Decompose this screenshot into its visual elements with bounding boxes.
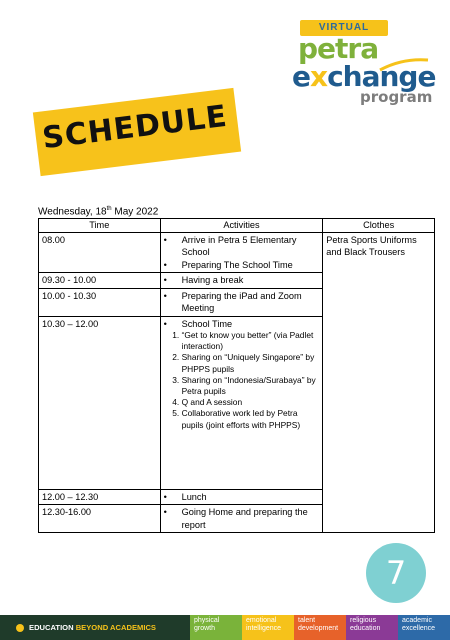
- activities-cell: [160, 505, 323, 533]
- page-number: 7: [366, 543, 426, 603]
- activity-item: • Preparing the iPad and Zoom Meeting: [182, 290, 320, 315]
- table-header-row: [39, 219, 435, 233]
- sub-activity-item: 1. “Get to know you better” (via Padlet interaction): [182, 330, 320, 352]
- activity-item: • Preparing The School Time: [182, 259, 320, 272]
- logo-program-text: program: [360, 88, 433, 106]
- schedule-date: Wednesday, 18th May 2022: [38, 206, 159, 218]
- activity-item: • Going Home and preparing the report: [182, 506, 320, 531]
- table-row: [39, 232, 435, 273]
- activity-item: • School Time: [182, 318, 320, 331]
- footer-logo-icon: [16, 624, 24, 632]
- schedule-table: [38, 218, 435, 533]
- footer-segment-talent-development: talent development: [294, 615, 346, 640]
- footer-segment-religious-education: religious education: [346, 615, 398, 640]
- time-cell: 10.30 – 12.00: [39, 316, 161, 489]
- header-time: Time: [39, 219, 161, 233]
- clothes-cell: Petra Sports Uniforms and Black Trousers: [323, 232, 435, 533]
- footer-segment-academic-excellence: academic excellence: [398, 615, 450, 640]
- school-time-sublist: [164, 330, 320, 431]
- activity-item: • Having a break: [182, 274, 320, 287]
- logo-exchange-text: exchange: [292, 60, 436, 93]
- time-cell: 12.00 – 12.30: [39, 489, 161, 505]
- activity-item: • Lunch: [182, 491, 320, 504]
- activities-cell: [160, 316, 323, 489]
- sub-activity-item: 5. Collaborative work led by Petra pupils (joint efforts with PHPPS): [182, 408, 320, 430]
- sub-activity-item: 2. Sharing on “Uniquely Singapore” by PHPPS pupils: [182, 352, 320, 374]
- time-cell: 08.00: [39, 232, 161, 273]
- footer-bar: [0, 615, 450, 640]
- time-cell: 10.00 - 10.30: [39, 288, 161, 316]
- activities-cell: [160, 288, 323, 316]
- footer-segment-physical-growth: physical growth: [190, 615, 242, 640]
- header-clothes: Clothes: [323, 219, 435, 233]
- activities-cell: [160, 273, 323, 289]
- activities-cell: [160, 489, 323, 505]
- petra-exchange-logo: [292, 20, 436, 106]
- schedule-title: SCHEDULE: [40, 98, 230, 157]
- header-activities: Activities: [160, 219, 323, 233]
- activities-cell: [160, 232, 323, 273]
- sub-activity-item: 3. Sharing on “Indonesia/Surabaya” by Petra pupils: [182, 375, 320, 397]
- time-cell: 12.30-16.00: [39, 505, 161, 533]
- footer-segment-emotional-intelligence: emotional intelligence: [242, 615, 294, 640]
- logo-petra-text: petra: [298, 32, 379, 65]
- footer-tagline: EDUCATION BEYOND ACADEMICS: [0, 615, 190, 640]
- logo-virtual-badge: VIRTUAL: [300, 20, 388, 36]
- activity-item: • Arrive in Petra 5 Elementary School: [182, 234, 320, 259]
- time-cell: 09.30 - 10.00: [39, 273, 161, 289]
- sub-activity-item: 4. Q and A session: [182, 397, 320, 408]
